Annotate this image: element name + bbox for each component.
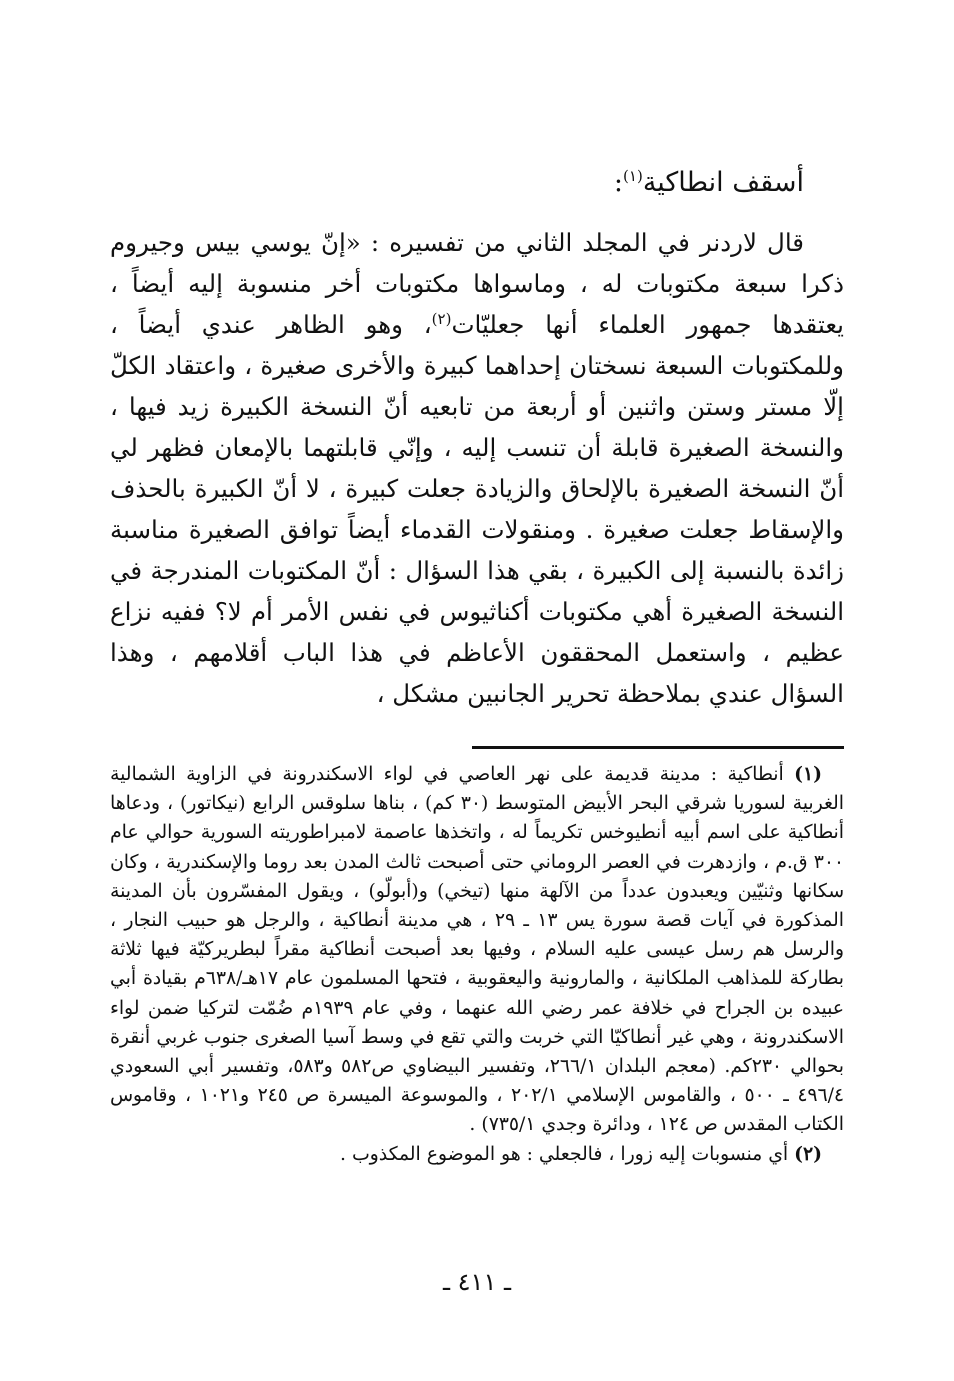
main-footnote-ref: (٢) bbox=[431, 309, 452, 328]
main-text-part-1: قال لاردنر في المجلد الثاني من تفسيره : «إنّ يوسي بيس وجيروم ذكرا سبعة مكتوبات له ، وماسواها مكتوبات أخر منسوبة إليه أيضاً ، يعتقدها جمهور العلماء أنها جعليّات bbox=[110, 228, 844, 339]
heading-footnote-ref: (١) bbox=[623, 167, 643, 185]
section-heading bbox=[104, 163, 804, 203]
heading-text: أسقف انطاكية bbox=[642, 167, 804, 198]
footnote-separator bbox=[472, 746, 844, 749]
heading-colon: : bbox=[613, 167, 624, 198]
footnote-1-text: أنطاكية : مدينة قديمة على نهر العاصي في لواء الاسكندرونة في الزاوية الشمالية الغربية لسوريا شرقي البحر الأبيض المتوسط (٣٠ كم) ، بناها سلوقس الرابع (نيكاتور) ، ودعاها أنطاكية على اسم أبيه أنطيوخس تكريماً له ، واتخذها عاصمة لامبراطوريته السورية حوالي عام ٣٠٠ ق.م ، وازدهرت في العصر الروماني حتى أصبحت ثالث المدن بعد روما والإسكندرية ، وكان سكانها وثنيّين ويعبدون عدداً من الآلهة منها (تيخي) و(أبولّو) ، ويقول المفسّرون بأن المدينة المذكورة في آيات قصة سورة يس ١٣ ـ ٢٩ ، هي مدينة أنطاكية ، والرجل هو حبيب النجار ، والرسل هم رسل عيسى عليه السلام ، وفيها بعد أصبحت أنطاكية مقراً لبطريركيّة فيها ثلاثة بطاركة للمذاهب الملكانية ، والمارونية واليعقوبية ، فتحها المسلمون عام ١٧هـ/٦٣٨م بقيادة أبي عبيده بن الجراح في خلافة عمر رضي الله عنهما ، وفي عام ١٩٣٩م ضُمّت لتركيا ضمن لواء الاسكندرونة ، وهي غير أنطاكيّا التي خربت والتي تقع في وسط آسيا الصغرى جنوب غربي أنقرة بحوالي ٢٣٠كم. (معجم البلدان ٢٦٦/١، وتفسير البيضاوي ص٥٨٢ و٥٨٣، وتفسير أبي السعودي ٤٩٦/٤ ـ ٥٠٠ ، والقاموس الإسلامي ٢٠٢/١ ، والموسوعة الميسرة ص ٢٤٥ و١٠٢١ ، وقاموس الكتاب المقدس ص ١٢٤ ، ودائرة وجدي ٧٣٥/١) . bbox=[110, 764, 845, 1136]
footnote-2-text: أي منسوبات إليه زورا ، فالجعلي : هو الموضوع المكذوب . bbox=[340, 1143, 789, 1165]
main-text-part-2: ، وهو الظاهر عندي أيضاً ، وللمكتوبات السبعة نسختان إحداهما كبيرة والأخرى صغيرة ، واعتقاد الكلّ إلّا مستر وستن واثنين أو أربعة من تابعيه أنّ النسخة الكبيرة زيد فيها ، والنسخة الصغيرة قابلة أن تنسب إليه ، وإنّي قابلتهما بالإمعان فظهر لي أنّ النسخة الصغيرة بالإلحاق والزيادة جعلت كبيرة ، لا أنّ الكبيرة بالحذف والإسقاط جعلت صغيرة . ومنقولات القدماء أيضاً توافق الصغيرة مناسبة زائدة بالنسبة إلى الكبيرة ، بقي هذا السؤال : أنّ المكتوبات المندرجة في النسخة الصغيرة أهي مكتوبات أكناثيوس في نفس الأمر أم لا؟ ففيه نزاع عظيم ، واستعمل المحققون الأعاظم في هذا الباب أقلامهم ، وهذا السؤال عندي بملاحظة تحرير الجانبين مشكل ، bbox=[110, 310, 844, 708]
main-paragraph bbox=[110, 222, 844, 714]
page-number: ـ ٤١١ ـ bbox=[442, 1268, 511, 1296]
footnote-1-number: (١) bbox=[794, 763, 822, 785]
footnotes bbox=[110, 760, 844, 1169]
footnote-1 bbox=[110, 760, 844, 1140]
footnote-2-number: (٢) bbox=[794, 1142, 822, 1165]
footnote-2 bbox=[110, 1140, 844, 1169]
